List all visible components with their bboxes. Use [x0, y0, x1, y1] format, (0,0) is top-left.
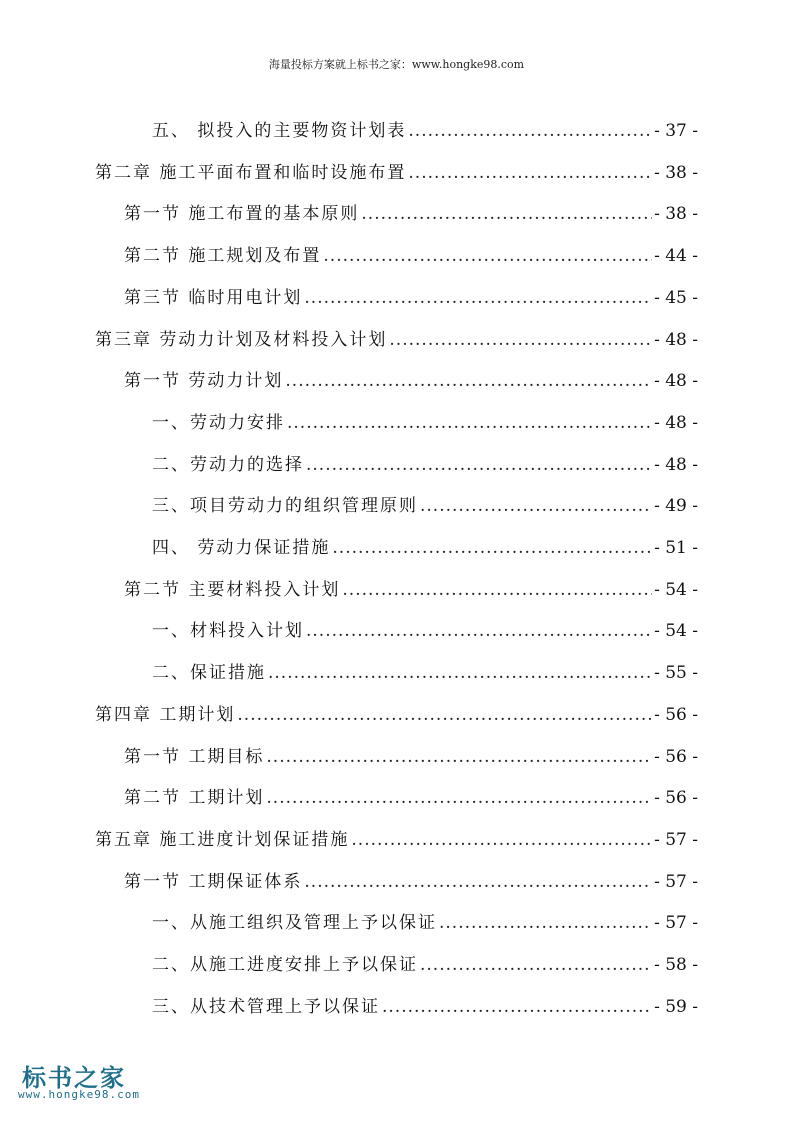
toc-entry-label: 五、 拟投入的主要物资计划表 — [152, 121, 407, 141]
toc-leader-dots — [351, 830, 652, 850]
toc-entry-label: 第二节 施工规划及布置 — [124, 246, 322, 266]
toc-entry[interactable] — [124, 199, 698, 224]
toc-entry[interactable] — [152, 450, 698, 475]
toc-entry-page: - 48 - — [654, 413, 698, 433]
toc-entry[interactable] — [152, 116, 698, 141]
toc-leader-dots — [420, 496, 652, 516]
toc-leader-dots — [306, 455, 652, 475]
toc-entry-label: 三、项目劳动力的组织管理原则 — [152, 496, 418, 516]
toc-entry-page: - 51 - — [654, 538, 698, 558]
toc-entry[interactable] — [95, 325, 698, 350]
toc-entry[interactable] — [152, 950, 698, 975]
toc-entry-label: 第五章 施工进度计划保证措施 — [95, 830, 350, 850]
toc-entry-label: 第一节 施工布置的基本原则 — [124, 204, 360, 224]
toc-entry-page: - 56 - — [654, 788, 698, 808]
toc-leader-dots — [266, 747, 652, 767]
toc-leader-dots — [342, 580, 652, 600]
toc-entry-label: 二、从施工进度安排上予以保证 — [152, 955, 418, 975]
toc-entry[interactable] — [152, 992, 698, 1017]
toc-entry-label: 第三章 劳动力计划及材料投入计划 — [95, 330, 388, 350]
toc-entry-page: - 56 - — [654, 705, 698, 725]
footer-logo — [18, 1058, 158, 1104]
toc-entry[interactable] — [152, 491, 698, 516]
toc-entry-label: 一、从施工组织及管理上予以保证 — [152, 913, 437, 933]
toc-leader-dots — [439, 913, 652, 933]
toc-entry[interactable] — [95, 825, 698, 850]
toc-entry-page: - 48 - — [654, 455, 698, 475]
toc-entry[interactable] — [152, 408, 698, 433]
toc-leader-dots — [266, 788, 652, 808]
toc-entry-page: - 57 - — [654, 913, 698, 933]
toc-entry[interactable] — [95, 158, 698, 183]
toc-entry-page: - 58 - — [654, 955, 698, 975]
toc-entry-page: - 45 - — [654, 288, 698, 308]
toc-entry[interactable] — [124, 241, 698, 266]
toc-entry-page: - 49 - — [654, 496, 698, 516]
toc-entry-label: 三、从技术管理上予以保证 — [152, 997, 380, 1017]
toc-entry[interactable] — [124, 783, 698, 808]
toc-entry-label: 第一节 劳动力计划 — [124, 371, 284, 391]
toc-entry[interactable] — [124, 575, 698, 600]
toc-entry-page: - 54 - — [654, 621, 698, 641]
toc-entry-label: 第一节 工期目标 — [124, 747, 265, 767]
toc-leader-dots — [332, 538, 652, 558]
toc-leader-dots — [268, 663, 652, 683]
toc-entry-label: 第二章 施工平面布置和临时设施布置 — [95, 163, 407, 183]
toc-entry-label: 第四章 工期计划 — [95, 705, 236, 725]
toc-leader-dots — [382, 997, 652, 1017]
toc-entry-page: - 48 - — [654, 330, 698, 350]
toc-entry-page: - 54 - — [654, 580, 698, 600]
toc-entry-label: 第一节 工期保证体系 — [124, 872, 303, 892]
toc-leader-dots — [287, 413, 652, 433]
toc-leader-dots — [304, 288, 652, 308]
toc-leader-dots — [420, 955, 652, 975]
toc-entry-label: 第二节 主要材料投入计划 — [124, 580, 341, 600]
toc-entry[interactable] — [124, 867, 698, 892]
toc-leader-dots — [323, 246, 652, 266]
toc-entry-page: - 57 - — [654, 830, 698, 850]
toc-entry-page: - 48 - — [654, 371, 698, 391]
toc-entry-page: - 38 - — [654, 204, 698, 224]
toc-entry-page: - 59 - — [654, 997, 698, 1017]
logo-url: www.hongke98.com — [18, 1088, 140, 1101]
toc-entry-label: 二、保证措施 — [152, 663, 266, 683]
toc-entry[interactable] — [152, 616, 698, 641]
toc-leader-dots — [285, 371, 652, 391]
toc-entry-page: - 55 - — [654, 663, 698, 683]
toc-entry[interactable] — [124, 283, 698, 308]
toc-leader-dots — [237, 705, 652, 725]
toc-leader-dots — [306, 621, 652, 641]
toc-leader-dots — [361, 204, 652, 224]
toc-entry-label: 二、劳动力的选择 — [152, 455, 304, 475]
toc-leader-dots — [304, 872, 652, 892]
toc-leader-dots — [408, 163, 652, 183]
toc-entry[interactable] — [124, 742, 698, 767]
toc-entry-page: - 57 - — [654, 872, 698, 892]
toc-entry-page: - 37 - — [654, 121, 698, 141]
toc-entry[interactable] — [124, 366, 698, 391]
toc-entry-label: 第二节 工期计划 — [124, 788, 265, 808]
toc-entry-page: - 44 - — [654, 246, 698, 266]
toc-entry-page: - 38 - — [654, 163, 698, 183]
toc-leader-dots — [389, 330, 652, 350]
page-header: 海量投标方案就上标书之家：www.hongke98.com — [268, 58, 525, 71]
toc-leader-dots — [408, 121, 652, 141]
toc-entry[interactable] — [152, 533, 698, 558]
toc-entry-label: 四、 劳动力保证措施 — [152, 538, 331, 558]
toc-entry[interactable] — [152, 658, 698, 683]
toc-entry-label: 第三节 临时用电计划 — [124, 288, 303, 308]
toc-entry[interactable] — [152, 908, 698, 933]
toc-entry-label: 一、材料投入计划 — [152, 621, 304, 641]
toc-entry-label: 一、劳动力安排 — [152, 413, 285, 433]
logo-title: 标书之家 — [22, 1064, 126, 1092]
toc-entry-page: - 56 - — [654, 747, 698, 767]
toc-entry[interactable] — [95, 700, 698, 725]
